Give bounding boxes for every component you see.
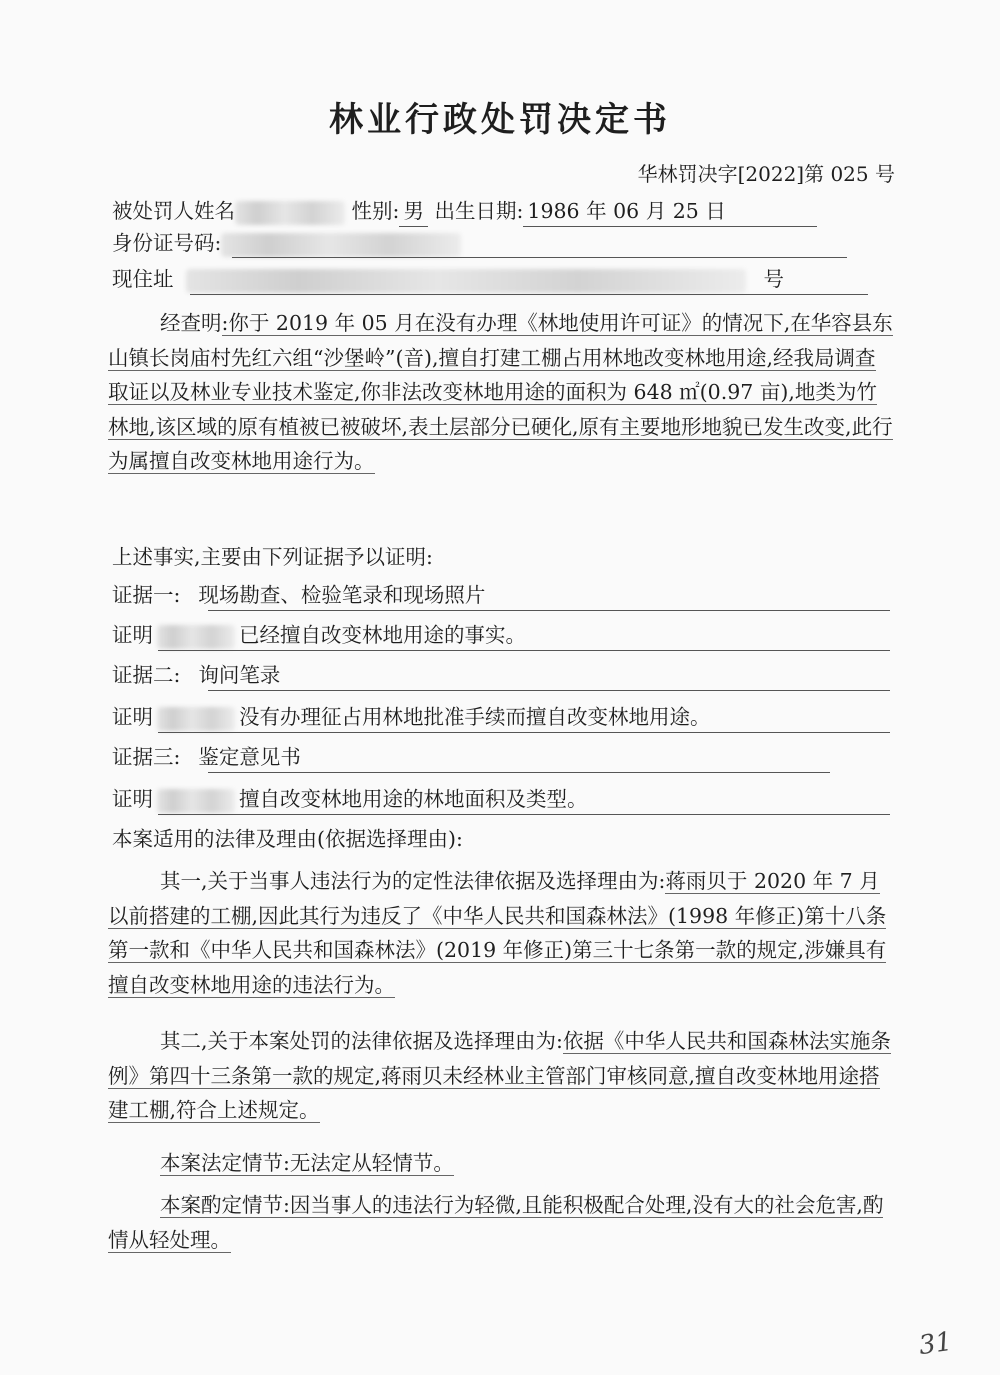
evidence-3-underline <box>208 772 830 773</box>
proof-3-label: 证明 <box>112 787 153 811</box>
gender-value: 男 <box>399 196 428 227</box>
evidence-2-label: 证据二: <box>112 663 181 687</box>
document-number: 华林罚决字[2022]第 025 号 <box>637 162 895 186</box>
page-number: 31 <box>916 1326 954 1362</box>
evidence-1-underline <box>208 610 890 611</box>
birth-value: 1986 年 06 月 25 日 <box>523 196 817 227</box>
id-line <box>112 226 461 260</box>
proof-1-label: 证明 <box>112 623 153 647</box>
proof-3-underline <box>158 814 890 815</box>
proof-2-label: 证明 <box>112 705 153 729</box>
address-suffix: 号 <box>763 267 784 291</box>
redacted-party-2 <box>157 707 235 731</box>
proof-3-text: 擅自改变林地用途的林地面积及类型。 <box>239 787 588 811</box>
reason-1-lead: 其一,关于当事人违法行为的定性法律依据及选择理由为: <box>160 869 666 893</box>
id-underline <box>232 257 847 258</box>
proof-2 <box>112 700 711 734</box>
document-title: 林业行政处罚决定书 <box>329 100 671 140</box>
statutory-circumstance-text: 本案法定情节:无法定从轻情节。 <box>160 1151 454 1175</box>
id-label: 身份证号码: <box>112 231 222 255</box>
redacted-party-3 <box>157 789 235 813</box>
redacted-name <box>235 201 345 225</box>
evidence-3 <box>112 740 301 774</box>
findings-text: :你于 2019 年 05 月在没有办理《林地使用许可证》的情况下,在华容县东山镇长岗庙村先红六组“沙堡岭”(音),擅自打建工棚占用林地改变林地用途,经我局调查取证以及林业专业技术鉴定,你非法改变林地用途的面积为 648 ㎡(0.97 亩),地类为竹林地,该区域的原有植被已被破坏,表土层部分已硬化,原有主要地形地貌已发生改变,此行为属擅自改变林地用途行为。 <box>108 311 893 473</box>
discretionary-circumstance <box>108 1188 894 1257</box>
redacted-id <box>221 233 461 257</box>
gender-label: 性别: <box>351 199 400 223</box>
proof-1-text: 已经擅自改变林地用途的事实。 <box>239 623 526 647</box>
findings-lead: 经查明 <box>160 311 222 335</box>
proof-2-underline <box>158 732 890 733</box>
redacted-address <box>186 269 746 293</box>
reason-1-paragraph <box>108 864 894 1002</box>
discretionary-circumstance-text: 本案酌定情节:因当事人的违法行为轻微,且能积极配合处理,没有大的社会危害,酌情从轻处理。 <box>108 1193 884 1252</box>
evidence-2 <box>112 658 280 692</box>
evidence-1 <box>112 578 485 612</box>
statutory-circumstance <box>108 1146 894 1181</box>
evidence-3-value: 鉴定意见书 <box>198 745 301 769</box>
address-underline <box>190 294 868 295</box>
proof-1 <box>112 618 526 652</box>
proof-1-underline <box>158 650 890 651</box>
birth-label: 出生日期: <box>434 199 524 223</box>
reason-2-lead: 其二,关于本案处罚的法律依据及选择理由为: <box>160 1029 563 1053</box>
evidence-1-value: 现场勘查、检验笔录和现场照片 <box>198 583 486 607</box>
name-label: 被处罚人姓名 <box>112 199 235 223</box>
law-heading: 本案适用的法律及理由(依据选择理由): <box>112 827 463 851</box>
findings-paragraph <box>108 306 894 479</box>
evidence-3-label: 证据三: <box>112 745 181 769</box>
evidence-intro: 上述事实,主要由下列证据予以证明: <box>112 545 433 569</box>
reason-1-text: 蒋雨贝于 2020 年 7 月以前搭建的工棚,因此其行为违反了《中华人民共和国森林法》(1998 年修正)第十八条第一款和《中华人民共和国森林法》(2019 年修正)第三十七条第一款的规定,涉嫌具有擅自改变林地用途的违法行为。 <box>108 869 887 997</box>
evidence-1-label: 证据一: <box>112 583 181 607</box>
proof-3 <box>112 782 588 816</box>
person-info-line <box>112 194 817 228</box>
address-label: 现住址 <box>112 267 174 291</box>
address-line <box>112 262 784 296</box>
evidence-2-underline <box>208 690 890 691</box>
redacted-party-1 <box>157 625 235 649</box>
reason-2-paragraph <box>108 1024 894 1128</box>
reason-2-text: 依据《中华人民共和国森林法实施条例》第四十三条第一款的规定,蒋雨贝未经林业主管部门审核同意,擅自改变林地用途搭建工棚,符合上述规定。 <box>108 1029 891 1122</box>
proof-2-text: 没有办理征占用林地批准手续而擅自改变林地用途。 <box>239 705 711 729</box>
evidence-2-value: 询问笔录 <box>198 663 281 687</box>
